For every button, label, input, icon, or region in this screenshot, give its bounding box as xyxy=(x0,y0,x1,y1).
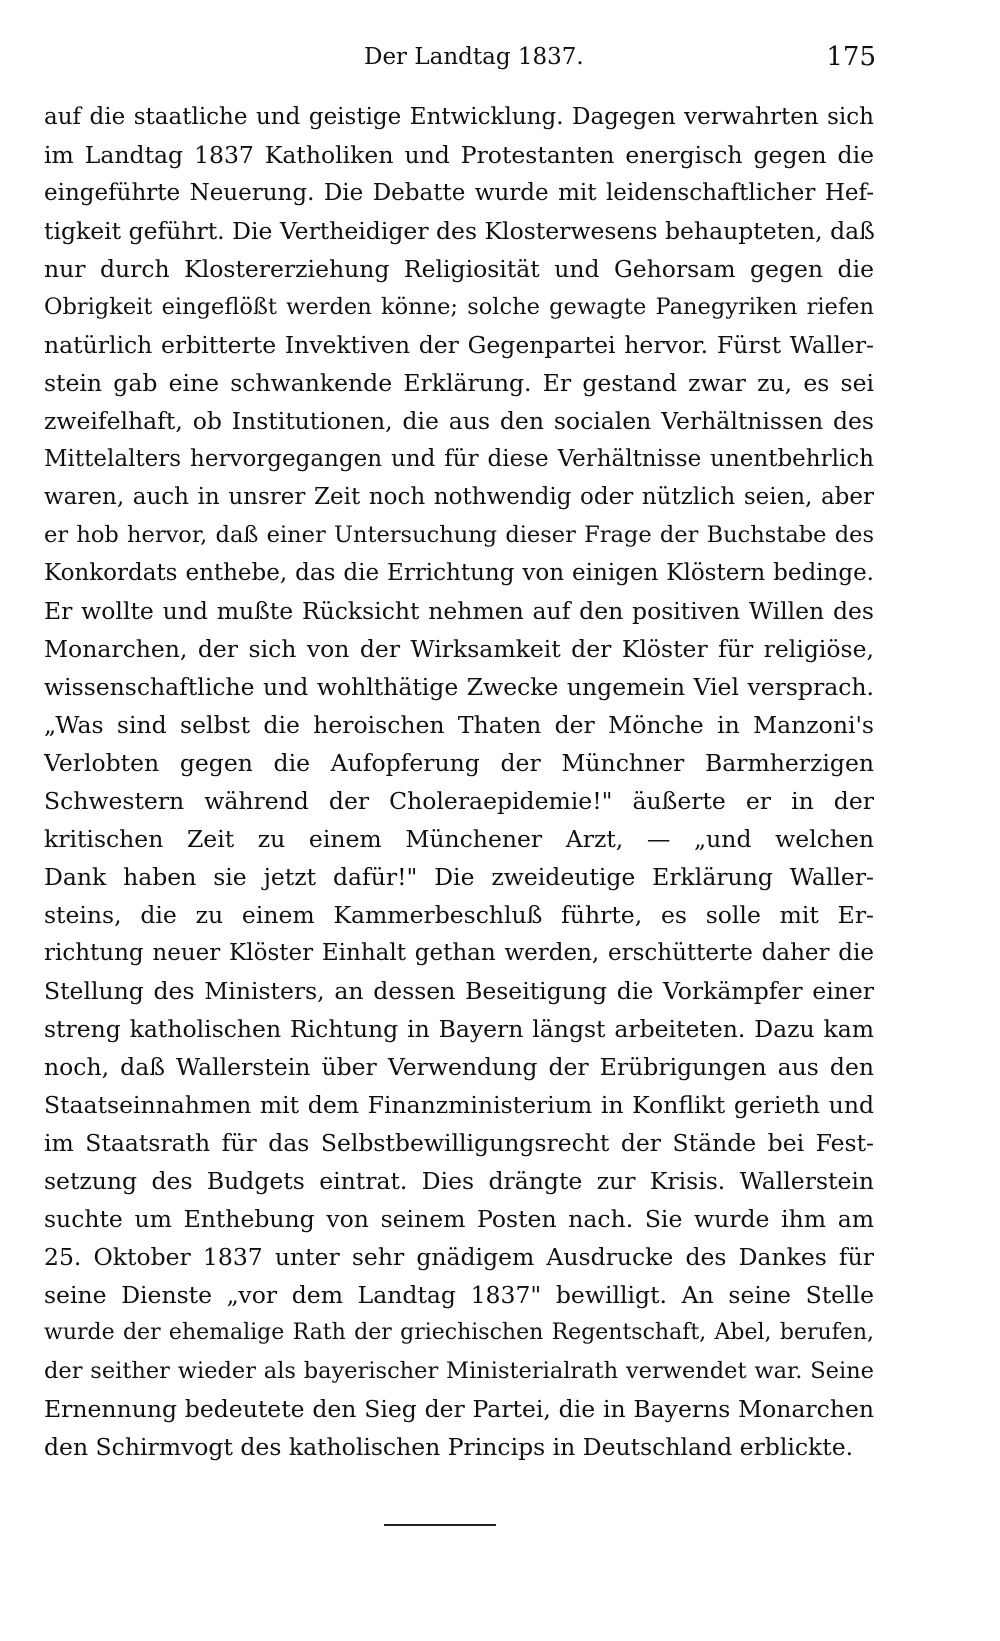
text-line: Staatseinnahmen mit dem Finanzministerium in Konflikt gerieth und xyxy=(44,1091,874,1119)
text-line: suchte um Enthebung von seinem Posten nach. Sie wurde ihm am xyxy=(44,1205,874,1233)
text-line: steins, die zu einem Kammerbeschluß führte, es solle mit Er- xyxy=(44,901,874,929)
body-text xyxy=(44,98,874,1466)
text-line: kritischen Zeit zu einem Münchener Arzt, — „und welchen xyxy=(44,825,874,853)
text-line: den Schirmvogt des katholischen Princips in Deutschland erblickte. xyxy=(44,1433,854,1461)
text-line: 25. Oktober 1837 unter sehr gnädigem Ausdrucke des Dankes für xyxy=(44,1243,874,1271)
page-number: 175 xyxy=(826,42,876,72)
text-line: stein gab eine schwankende Erklärung. Er gestand zwar zu, es sei xyxy=(44,369,874,397)
text-line: Ernennung bedeutete den Sieg der Partei, die in Bayerns Monarchen xyxy=(44,1395,874,1423)
text-line: nur durch Klostererziehung Religiosität und Gehorsam gegen die xyxy=(44,255,874,283)
text-line: seine Dienste „vor dem Landtag 1837" bewilligt. An seine Stelle xyxy=(44,1281,874,1309)
text-line: der seither wieder als bayerischer Ministerialrath verwendet war. Seine xyxy=(44,1358,874,1384)
text-line: im Staatsrath für das Selbstbewilligungsrecht der Stände bei Fest- xyxy=(44,1129,874,1157)
text-line: Stellung des Ministers, an dessen Beseitigung die Vorkämpfer einer xyxy=(44,977,874,1005)
end-rule xyxy=(384,1524,496,1526)
text-line: er hob hervor, daß einer Untersuchung dieser Frage der Buchstabe des xyxy=(44,522,874,548)
text-line: Konkordats enthebe, das die Errichtung von einigen Klöstern bedinge. xyxy=(44,560,874,586)
text-line: natürlich erbitterte Invektiven der Gegenpartei hervor. Fürst Waller- xyxy=(44,331,874,359)
text-line: Monarchen, der sich von der Wirksamkeit der Klöster für religiöse, xyxy=(44,635,874,663)
text-line: Dank haben sie jetzt dafür!" Die zweideutige Erklärung Waller- xyxy=(44,863,874,891)
text-line: zweifelhaft, ob Institutionen, die aus den socialen Verhältnissen des xyxy=(44,407,874,435)
text-line: Schwestern während der Choleraepidemie!" äußerte er in der xyxy=(44,787,874,815)
text-line: waren, auch in unsrer Zeit noch nothwendig oder nützlich seien, aber xyxy=(44,484,874,510)
running-head xyxy=(44,40,874,80)
text-line: noch, daß Wallerstein über Verwendung der Erübrigungen aus den xyxy=(44,1053,874,1081)
text-line: Mittelalters hervorgegangen und für diese Verhältnisse unentbehrlich xyxy=(44,446,874,472)
text-line: wissenschaftliche und wohlthätige Zwecke ungemein Viel versprach. xyxy=(44,673,874,701)
book-page xyxy=(44,0,874,1641)
text-line: tigkeit geführt. Die Vertheidiger des Klosterwesens behaupteten, daß xyxy=(44,217,875,245)
text-line: im Landtag 1837 Katholiken und Protestanten energisch gegen die xyxy=(44,141,874,169)
text-line: eingeführte Neuerung. Die Debatte wurde mit leidenschaftlicher Hef- xyxy=(44,180,874,206)
text-line: wurde der ehemalige Rath der griechischen Regentschaft, Abel, berufen, xyxy=(44,1320,874,1345)
text-line: Verlobten gegen die Aufopferung der Münchner Barmherzigen xyxy=(44,749,874,777)
running-title: Der Landtag 1837. xyxy=(364,44,584,70)
text-line: streng katholischen Richtung in Bayern längst arbeiteten. Dazu kam xyxy=(44,1015,874,1043)
text-line: Obrigkeit eingeflößt werden könne; solche gewagte Panegyriken riefen xyxy=(44,294,874,320)
text-line: setzung des Budgets eintrat. Dies drängte zur Krisis. Wallerstein xyxy=(44,1167,874,1195)
text-line: auf die staatliche und geistige Entwicklung. Dagegen verwahrten sich xyxy=(44,104,874,130)
text-line: „Was sind selbst die heroischen Thaten der Mönche in Manzoni's xyxy=(44,711,874,739)
text-line: Er wollte und mußte Rücksicht nehmen auf den positiven Willen des xyxy=(44,597,874,625)
text-line: richtung neuer Klöster Einhalt gethan werden, erschütterte daher die xyxy=(44,940,874,966)
